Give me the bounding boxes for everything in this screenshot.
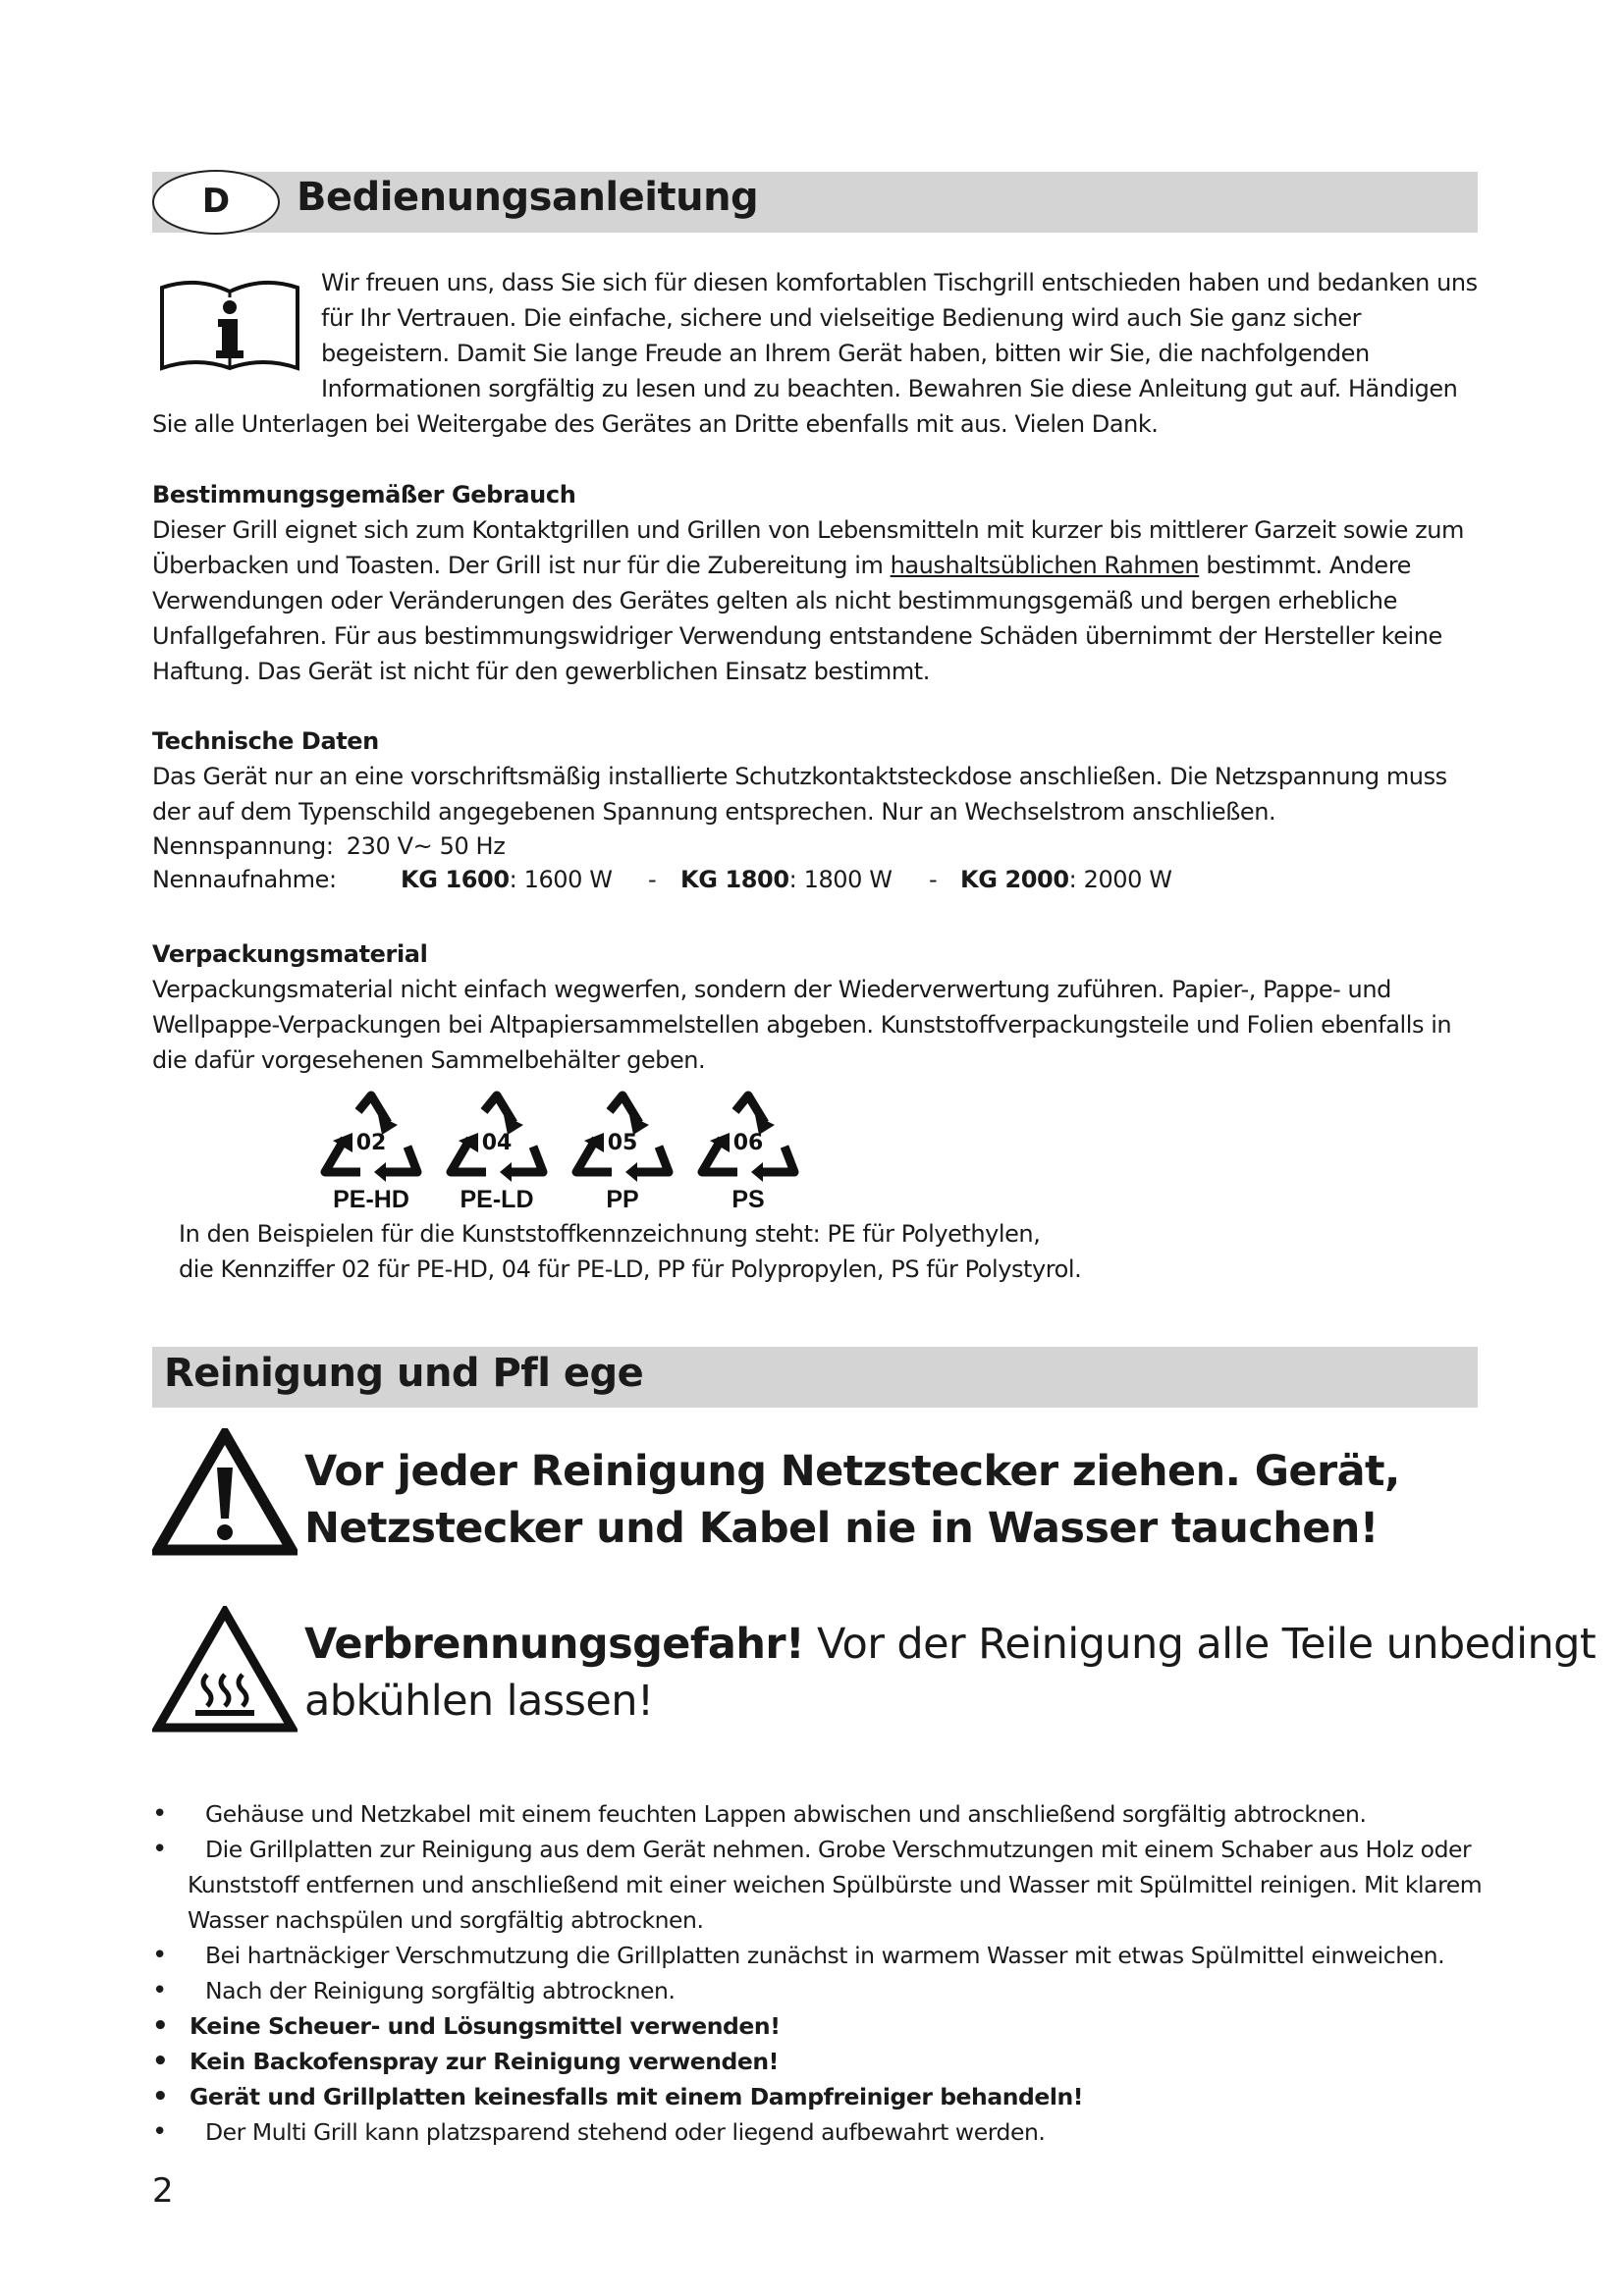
power-label: Nennaufnahme: <box>152 866 337 893</box>
separator: - <box>929 866 938 893</box>
packaging-section <box>152 936 1483 1078</box>
recycling-symbol-pe-ld: 04 PE-LD <box>443 1090 551 1217</box>
language-badge: D <box>152 170 280 235</box>
recycling-symbol-pe-hd: 02 PE-HD <box>317 1090 425 1217</box>
recycling-symbol-ps: 06 PS <box>694 1090 802 1217</box>
list-item: • Nach der Reinigung sorgfältig abtrocknen. <box>152 1973 1488 2008</box>
list-item: • Gehäuse und Netzkabel mit einem feuchten Lappen abwischen und anschließend sorgfältig abtrocknen. <box>152 1796 1488 1832</box>
packaging-text: Verpackungsmaterial nicht einfach wegwerfen, sondern der Wiederverwertung zuführen. Papier-, Pappe- und Wellpappe-Verpackungen bei Altpapiersammelstellen abgeben. Kunststoffverpackungsteile und Folien ebenfalls in die dafür vorgesehenen Sammelbehälter geben. <box>152 976 1452 1074</box>
list-item: • Gerät und Grillplatten keinesfalls mit einem Dampfreiniger behandeln! <box>152 2079 1488 2114</box>
intended-use-text: Dieser Grill eignet sich zum Kontaktgrillen und Grillen von Lebensmitteln mit kurzer bis mittlerer Garzeit sowie zum Überbacken und Toasten. Der Grill ist nur für die Zubereitung im haushaltsüblichen Rahmen bestimmt. Andere Verwendungen oder Veränderungen des Gerätes gelten als nicht bestimmungsgemäß und bergen erhebliche Unfallgefahren. Für aus bestimmungswidriger Verwendung entstandene Schäden übernimmt der Hersteller keine Haftung. Das Gerät ist nicht für den gewerblichen Einsatz bestimmt. <box>152 516 1464 685</box>
power-model-1600: KG 1600: 1600 W <box>401 866 613 893</box>
voltage-label: Nennspannung: <box>152 832 334 860</box>
intended-use-section <box>152 477 1483 689</box>
list-item: • Keine Scheuer- und Lösungsmittel verwenden! <box>152 2008 1488 2044</box>
technical-heading: Technische Daten <box>152 727 379 755</box>
hot-surface-warning-icon <box>152 1606 298 1734</box>
list-item: • Der Multi Grill kann platzsparend stehend oder liegend aufbewahrt werden. <box>152 2114 1488 2150</box>
plastic-code-note: In den Beispielen für die Kunststoffkennzeichnung steht: PE für Polyethylen, die Kennziffer 02 für PE-HD, 04 für PE-LD, PP für Polypropylen, PS für Polystyrol. <box>179 1220 1082 1283</box>
packaging-heading: Verpackungsmaterial <box>152 940 428 968</box>
warning-burn-text: Verbrennungsgefahr! Vor der Reinigung alle Teile unbedingt abkühlen lassen! <box>304 1620 1597 1726</box>
technical-data-section <box>152 723 1483 829</box>
warning-unplug-text: Vor jeder Reinigung Netzstecker ziehen. Gerät, Netzstecker und Kabel nie in Wasser tauchen! <box>304 1447 1400 1553</box>
cleaning-instructions-list <box>152 1796 1488 2150</box>
page-number: 2 <box>152 2171 174 2211</box>
intended-use-heading: Bestimmungsgemäßer Gebrauch <box>152 481 576 508</box>
list-item: • Bei hartnäckiger Verschmutzung die Grillplatten zunächst in warmem Wasser mit etwas Spülmittel einweichen. <box>152 1938 1488 1973</box>
voltage-value: 230 V~ 50 Hz <box>346 832 506 860</box>
cleaning-title: Reinigung und Pfl ege <box>164 1351 644 1396</box>
page-title: Bedienungsanleitung <box>297 175 759 220</box>
voltage-row <box>152 832 505 860</box>
intro-paragraph <box>152 265 1483 442</box>
list-item: • Kein Backofenspray zur Reinigung verwenden! <box>152 2044 1488 2079</box>
separator: - <box>648 866 657 893</box>
technical-text: Das Gerät nur an eine vorschriftsmäßig installierte Schutzkontaktsteckdose anschließen. Die Netzspannung muss der auf dem Typenschild angegebenen Spannung entsprechen. Nur an Wechselstrom anschließen. <box>152 763 1447 826</box>
recycling-symbol-pp: 05 PP <box>568 1090 677 1217</box>
power-model-2000: KG 2000: 2000 W <box>960 866 1172 893</box>
household-scope-underlined: haushaltsüblichen Rahmen <box>890 552 1200 579</box>
warning-exclamation-icon <box>152 1428 298 1556</box>
power-model-1800: KG 1800: 1800 W <box>680 866 893 893</box>
intro-text: Wir freuen uns, dass Sie sich für diesen komfortablen Tischgrill entschieden haben und bedanken uns für Ihr Vertrauen. Die einfache, sichere und vielseitige Bedienung wird auch Sie ganz sicher begeistern. Damit Sie lange Freude an Ihrem Gerät haben, bitten wir Sie, die nachfolgenden Informationen sorgfältig zu lesen und zu beachten. Bewahren Sie diese Anleitung gut auf. Händigen Sie alle Unterlagen bei Weitergabe des Gerätes an Dritte ebenfalls mit aus. Vielen Dank. <box>152 269 1478 438</box>
list-item: • Die Grillplatten zur Reinigung aus dem Gerät nehmen. Grobe Verschmutzungen mit einem Schaber aus Holz oder Kunststoff entfernen und anschließend mit einer weichen Spülbürste und Wasser mit Spülmittel reinigen. Mit klarem Wasser nachspülen und sorgfältig abtrocknen. <box>152 1832 1488 1938</box>
